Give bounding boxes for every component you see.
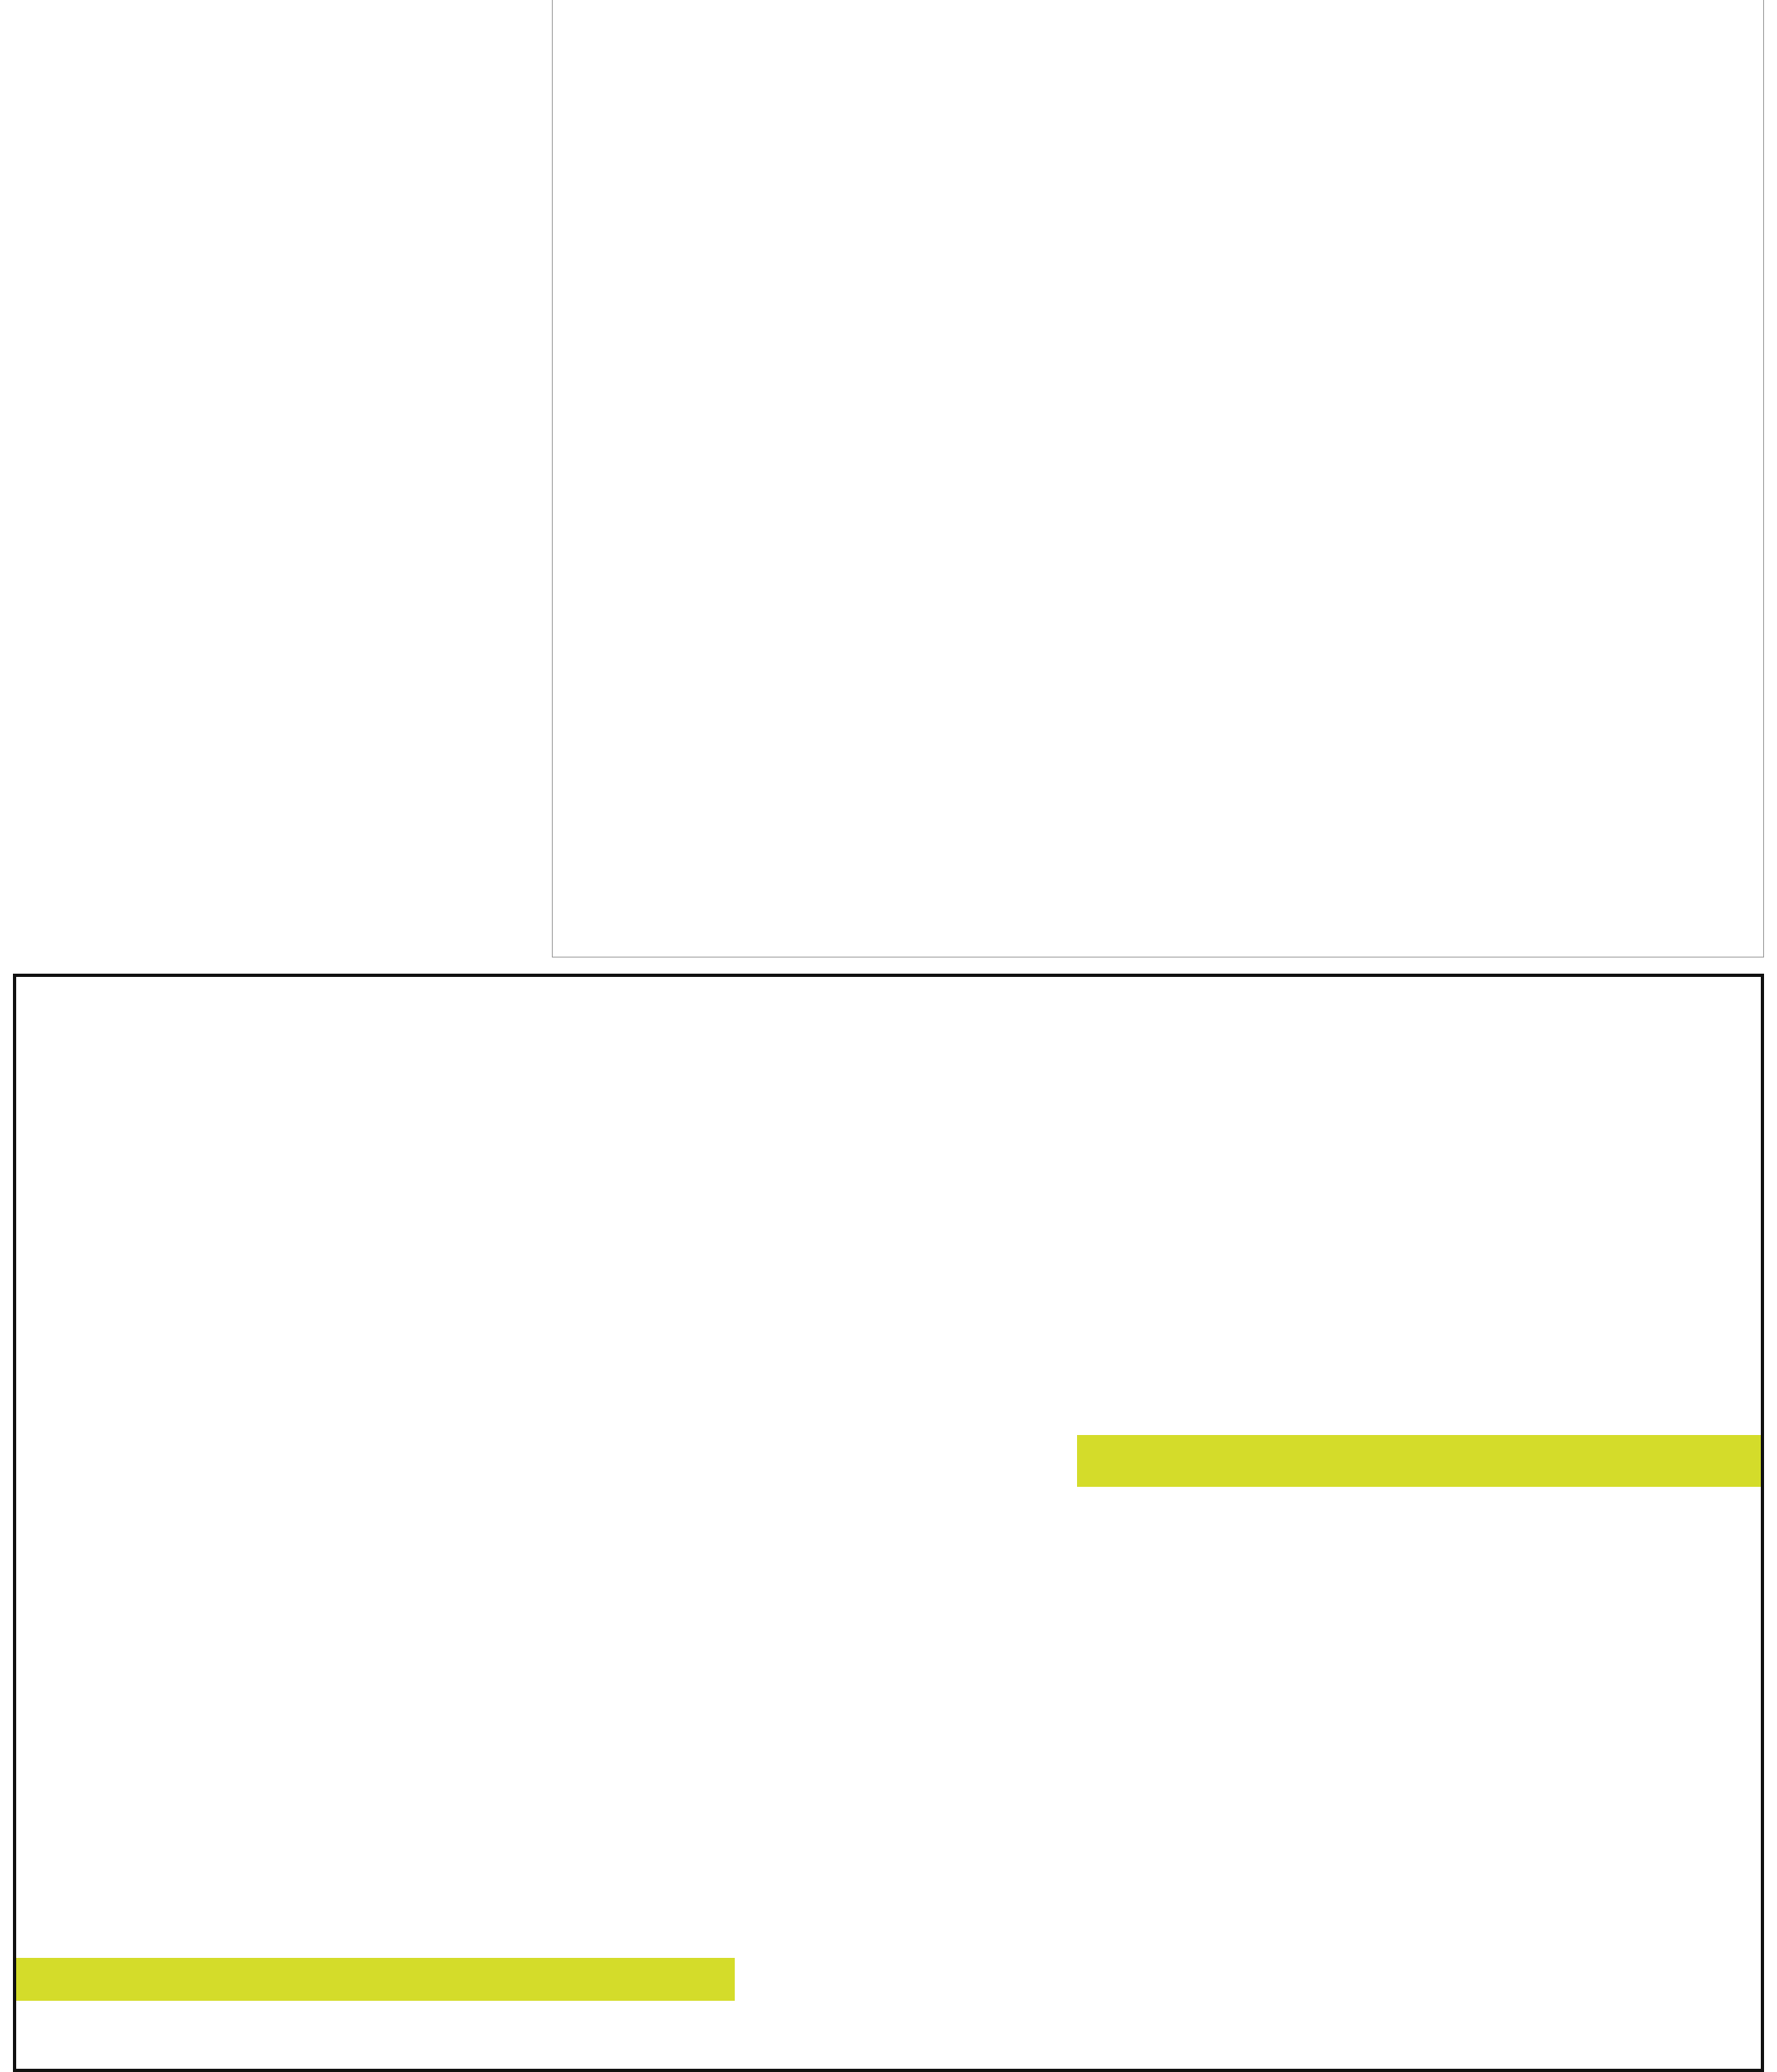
league-grid xyxy=(16,977,1761,2001)
footer-banner xyxy=(51,2001,1726,2069)
key-legend xyxy=(16,1958,735,2001)
date-banner xyxy=(1077,1435,1761,1487)
fantasy-leaderboard xyxy=(552,0,1764,957)
league-tables-panel xyxy=(13,974,1764,2072)
